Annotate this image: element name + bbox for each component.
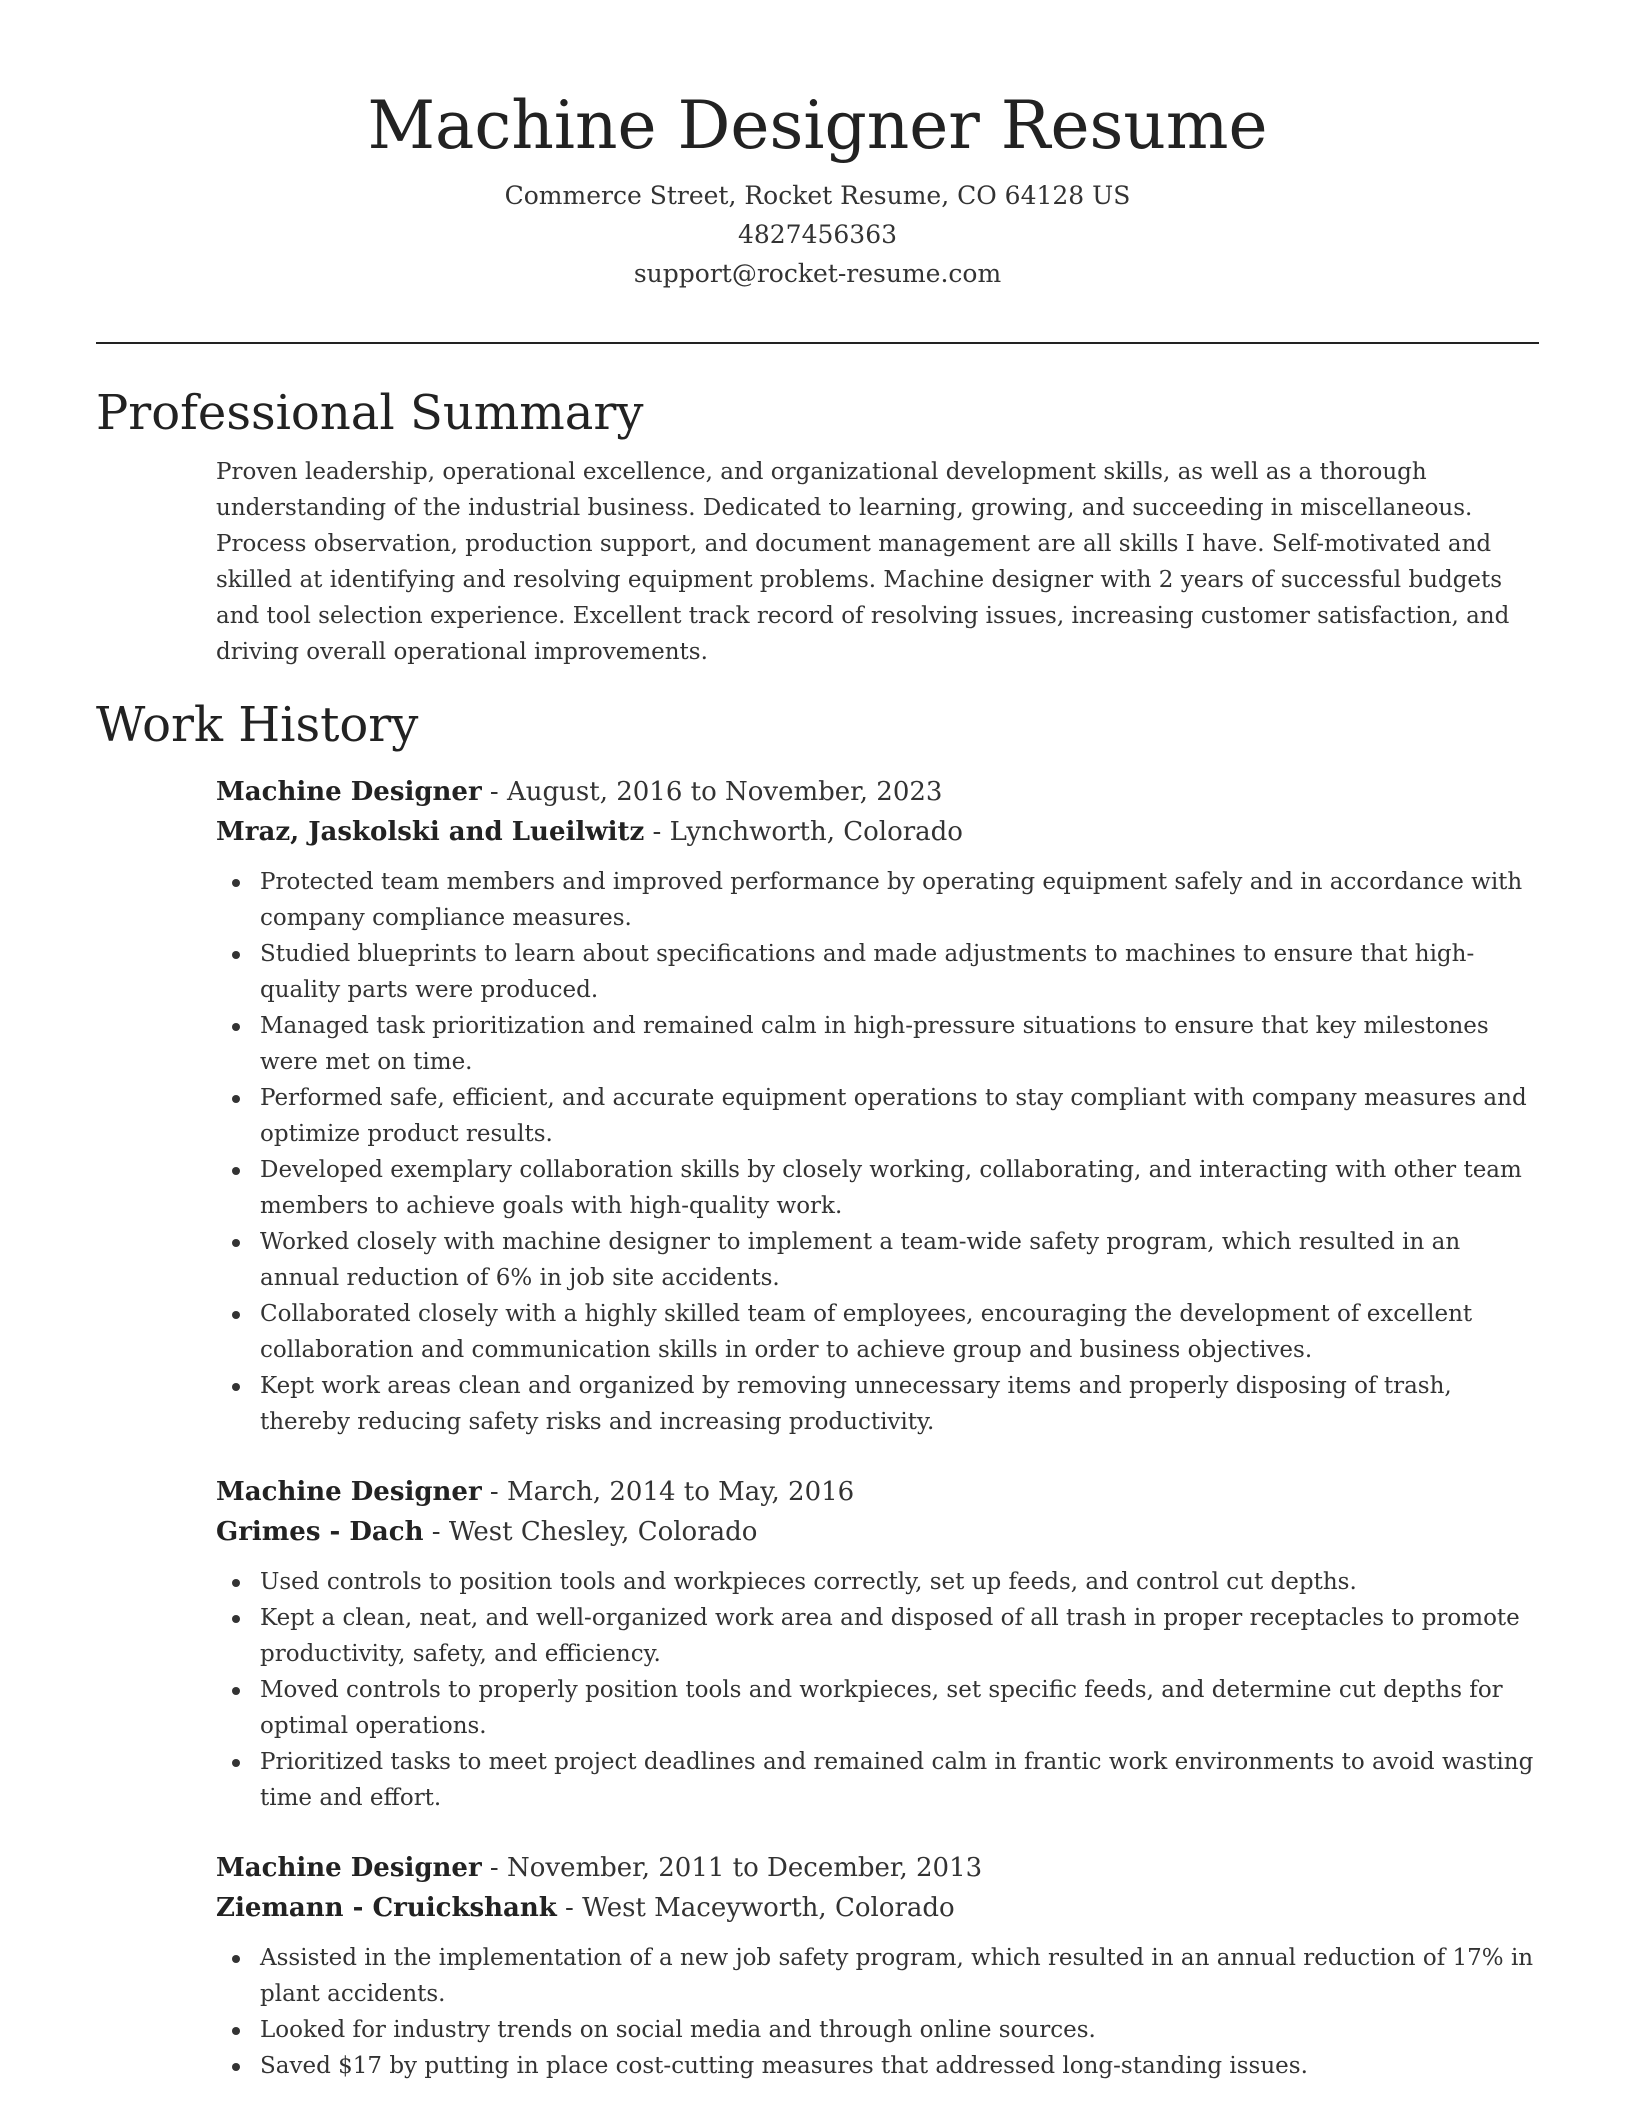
list-item: Protected team members and improved performance by operating equipment safely and in accordance with company compliance measures. — [260, 864, 1534, 936]
list-item: Saved $17 by putting in place cost-cutting measures that addressed long-standing issues. — [260, 2048, 1534, 2084]
summary-heading: Professional Summary — [96, 385, 644, 441]
job-location: - Lynchworth, Colorado — [644, 817, 963, 847]
contact-address: Commerce Street, Rocket Resume, CO 64128 US — [504, 181, 1131, 210]
job-location: - West Chesley, Colorado — [423, 1517, 758, 1547]
job-bullets — [216, 864, 1534, 1440]
resume-body — [96, 380, 1539, 2084]
list-item: Kept work areas clean and organized by removing unnecessary items and properly disposing of trash, thereby reducing safety risks and increasing productivity. — [260, 1368, 1534, 1440]
job-company: Grimes - Dach — [216, 1517, 424, 1547]
job-title-line — [216, 772, 1534, 812]
contact-email: support@rocket-resume.com — [633, 259, 1002, 288]
job-role: Machine Designer — [216, 777, 482, 807]
job-company-line — [216, 812, 1534, 852]
job-dates: - March, 2014 to May, 2016 — [481, 1477, 855, 1507]
list-item: Managed task prioritization and remained calm in high-pressure situations to ensure that key milestones were met on time. — [260, 1008, 1534, 1080]
list-item: Collaborated closely with a highly skilled team of employees, encouraging the development of excellent collaboration and communication skills in order to achieve group and business objectives. — [260, 1296, 1534, 1368]
job-entry — [216, 772, 1534, 1440]
job-role: Machine Designer — [216, 1853, 482, 1883]
list-item: Worked closely with machine designer to implement a team-wide safety program, which resulted in an annual reduction of 6% in job site accidents. — [260, 1224, 1534, 1296]
job-company: Ziemann - Cruickshank — [216, 1893, 557, 1923]
list-item: Used controls to position tools and workpieces correctly, set up feeds, and control cut depths. — [260, 1564, 1534, 1600]
contact-phone: 4827456363 — [737, 220, 898, 249]
job-title-line — [216, 1472, 1534, 1512]
list-item: Looked for industry trends on social media and through online sources. — [260, 2012, 1534, 2048]
resume-header — [96, 84, 1539, 293]
job-entry — [216, 1472, 1534, 1816]
summary-text: Proven leadership, operational excellence, and organizational development skills, as well as a thorough understanding of the industrial business. Dedicated to learning, growing, and succeeding in miscellaneous. Process observation, production support, and document management are all skills I have. Self-motivated and skilled at identifying and resolving equipment problems. Machine designer with 2 years of successful budgets and tool selection experience. Excellent track record of resolving issues, increasing customer satisfaction, and driving overall operational improvements. — [216, 459, 1510, 665]
list-item: Developed exemplary collaboration skills by closely working, collaborating, and interacting with other team members to achieve goals with high-quality work. — [260, 1152, 1534, 1224]
job-bullets — [216, 1564, 1534, 1816]
job-bullets — [216, 1940, 1534, 2084]
list-item: Studied blueprints to learn about specifications and made adjustments to machines to ensure that high-quality parts were produced. — [260, 936, 1534, 1008]
list-item: Assisted in the implementation of a new job safety program, which resulted in an annual reduction of 17% in plant accidents. — [260, 1940, 1534, 2012]
job-location: - West Maceyworth, Colorado — [556, 1893, 955, 1923]
list-item: Performed safe, efficient, and accurate equipment operations to stay compliant with company measures and optimize product results. — [260, 1080, 1534, 1152]
list-item: Kept a clean, neat, and well-organized work area and disposed of all trash in proper receptacles to promote productivity, safety, and efficiency. — [260, 1600, 1534, 1672]
resume-title: Machine Designer Resume — [367, 87, 1268, 164]
job-company-line — [216, 1512, 1534, 1552]
job-entry — [216, 1848, 1534, 2084]
work-history-heading: Work History — [96, 697, 419, 753]
job-company-line — [216, 1888, 1534, 1928]
list-item: Prioritized tasks to meet project deadlines and remained calm in frantic work environments to avoid wasting time and effort. — [260, 1744, 1534, 1816]
job-dates: - November, 2011 to December, 2013 — [481, 1853, 983, 1883]
list-item: Moved controls to properly position tools and workpieces, set specific feeds, and determine cut depths for optimal operations. — [260, 1672, 1534, 1744]
job-title-line — [216, 1848, 1534, 1888]
job-role: Machine Designer — [216, 1477, 482, 1507]
job-dates: - August, 2016 to November, 2023 — [481, 777, 943, 807]
job-company: Mraz, Jaskolski and Lueilwitz — [216, 817, 645, 847]
contact-block — [96, 176, 1539, 293]
header-divider — [96, 342, 1539, 344]
